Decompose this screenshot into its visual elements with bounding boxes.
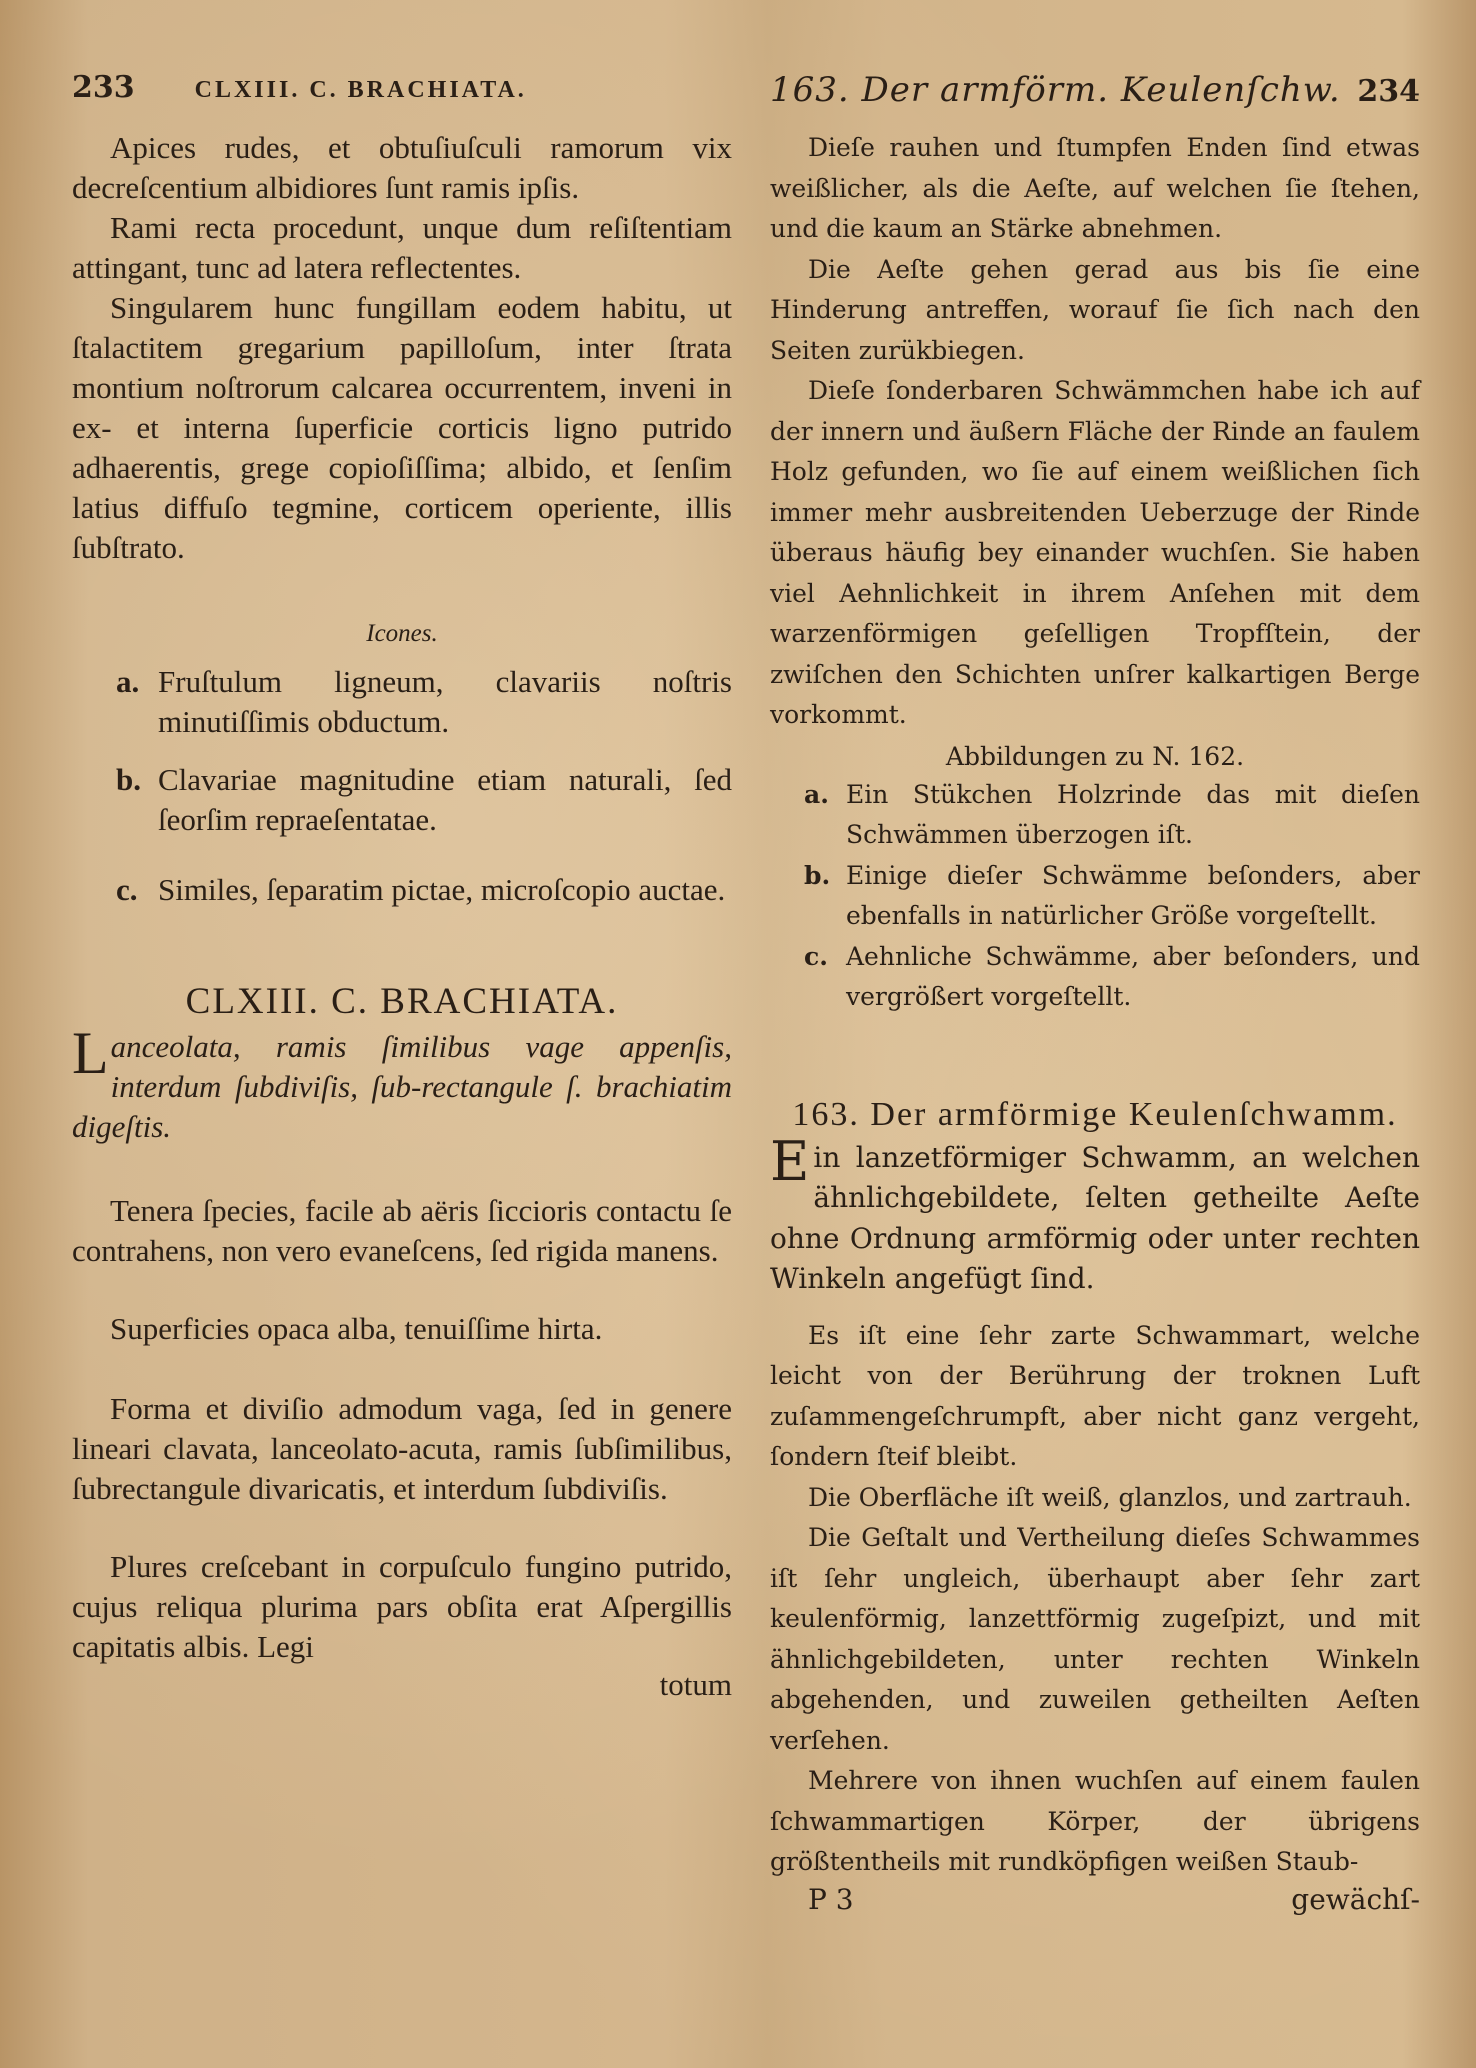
right-running-head: 163. Der armförm. Keulenſchw.	[770, 70, 1341, 110]
figure-text: Similes, ſeparatim pictae, microſcopio auctae.	[158, 872, 726, 907]
latin-paragraph: Rami recta procedunt, unque dum reſiſtentiam attingant, tunc ad latera reflectentes.	[72, 210, 732, 285]
figure-key: b.	[116, 762, 141, 797]
catchword: totum	[659, 1667, 732, 1702]
drop-cap: E	[770, 1129, 810, 1193]
figure-item	[804, 775, 1420, 856]
right-header	[770, 70, 1420, 120]
left-page-column	[72, 70, 732, 1703]
german-paragraph: Dieſe ſonderbaren Schwämmchen habe ich auf der innern und äußern Fläche der Rinde an faulem Holz gefunden, wo ſie auf einem weißlichen ſich immer mehr ausbreitenden Ueberzuge der Rinde überaus häufig bey einander wuchſen. Sie haben viel Aehnlichkeit in ihrem Anſehen mit dem warzenförmigen geſelligen Tropfſtein, der zwiſchen den Schichten unſrer kalkartigen Berge vorkommt.	[770, 376, 1420, 729]
figure-key: c.	[116, 872, 138, 907]
species-diagnosis	[72, 1020, 732, 1147]
latin-paragraph: Plures creſcebant in corpuſculo fungino putrido, cujus reliqua plurima pars obſita erat Aſpergillis capitatis albis. Legi	[72, 1549, 732, 1664]
left-running-head: CLXIII. C. BRACHIATA.	[194, 77, 527, 103]
latin-paragraph: Superficies opaca alba, tenuiſſime hirta.	[110, 1311, 603, 1346]
latin-paragraph: Forma et diviſio admodum vaga, ſed in genere lineari clavata, lanceolato-acuta, ramis ſubſimilibus, ſubrectangule divaricatis, et interdum ſubdiviſis.	[72, 1391, 732, 1506]
figure-key: b.	[804, 860, 831, 890]
species-title-german: 163. Der armförmige Keulenſchwamm.	[792, 1095, 1398, 1133]
figure-text: Fruſtulum ligneum, clavariis noſtris minutiſſimis obductum.	[158, 664, 732, 739]
figure-key: a.	[116, 664, 140, 699]
figure-key: a.	[804, 779, 829, 809]
left-page-number: 233	[72, 70, 135, 105]
figure-item	[116, 662, 732, 742]
species-diagnosis-german	[770, 1129, 1420, 1300]
german-paragraph: Die Geſtalt und Vertheilung dieſes Schwammes iſt ſehr ungleich, überhaupt aber ſehr zart keulenförmig, lanzettförmig zugeſpizt, und mit ähnlichgebildeten, unter rechten Winkeln abgehenden, und zuweilen getheilten Aeſten verſehen.	[770, 1523, 1420, 1755]
latin-paragraph: Tenera ſpecies, facile ab aëris ſiccioris contactu ſe contrahens, non vero evaneſcens, ſed rigida manens.	[72, 1193, 732, 1268]
figure-key: c.	[804, 941, 828, 971]
figure-text: Einige dieſer Schwämme beſonders, aber ebenfalls in natürlicher Größe vorgeſtellt.	[846, 860, 1420, 930]
left-header	[72, 70, 732, 120]
species-title: CLXIII. C. BRACHIATA.	[185, 981, 619, 1022]
german-paragraph: Dieſe rauhen und ſtumpfen Enden ſind etwas weißlicher, als die Aeſte, auf welchen ſie ſtehen, und die kaum an Stärke abnehmen.	[770, 133, 1420, 243]
figure-text: Aehnliche Schwämme, aber beſonders, und vergrößert vorgeſtellt.	[846, 941, 1420, 1011]
icones-heading: Icones.	[366, 620, 438, 647]
figure-item	[804, 937, 1420, 1018]
figure-text: Ein Stükchen Holzrinde das mit dieſen Schwämmen überzogen iſt.	[846, 779, 1420, 849]
diagnosis-text: anceolata, ramis ſimilibus vage appenſis, interdum ſubdiviſis, ſub-rectangule ſ. brachiatim digeſtis.	[72, 1029, 732, 1144]
figure-item	[116, 870, 732, 910]
footer-row	[770, 1883, 1420, 1916]
figure-item	[804, 856, 1420, 937]
catchword: gewächſ-	[1291, 1882, 1420, 1916]
latin-paragraph: Singularem hunc fungillam eodem habitu, ut ſtalactitem gregarium papilloſum, inter ſtrata montium noſtrorum calcarea occurrentem, inveni in ex- et interna ſuperficie corticis ligno putrido adhaerentis, grege copioſiſſima; albido, et ſenſim latius diffuſo tegmine, corticem operiente, illis ſubſtrato.	[72, 290, 732, 565]
german-paragraph: Mehrere von ihnen wuchſen auf einem faulen ſchwammartigen Körper, der übrigens größtentheils mit rundköpfigen weißen Staub-	[770, 1766, 1420, 1876]
figure-text: Clavariae magnitudine etiam naturali, ſed ſeorſim repraeſentatae.	[158, 762, 732, 837]
german-paragraph: Die Aeſte gehen gerad aus bis ſie eine Hinderung antreffen, worauf ſie ſich nach den Seiten zurükbiegen.	[770, 254, 1420, 365]
figure-item	[116, 760, 732, 840]
abbildungen-heading: Abbildungen zu N. 162.	[945, 741, 1245, 771]
german-paragraph: Die Oberfläche iſt weiß, glanzlos, und zartrauh.	[808, 1482, 1412, 1512]
right-page-column	[770, 70, 1420, 1916]
diagnosis-text: in lanzetförmiger Schwamm, an welchen ähnlichgebildete, ſelten getheilte Aeſte ohne Ordnung armförmig oder unter rechten Winkeln angefügt ſind.	[770, 1140, 1420, 1295]
german-paragraph: Es iſt eine ſehr zarte Schwammart, welche leicht von der Berührung der troknen Luft zuſammengeſchrumpft, aber nicht ganz vergeht, ſondern ſteif bleibt.	[770, 1320, 1420, 1471]
signature-mark: P 3	[808, 1882, 854, 1916]
right-page-number: 234	[1357, 74, 1420, 109]
latin-paragraph: Apices rudes, et obtuſiuſculi ramorum vix decreſcentium albidiores ſunt ramis ipſis.	[72, 130, 732, 205]
drop-cap: L	[72, 1020, 109, 1086]
